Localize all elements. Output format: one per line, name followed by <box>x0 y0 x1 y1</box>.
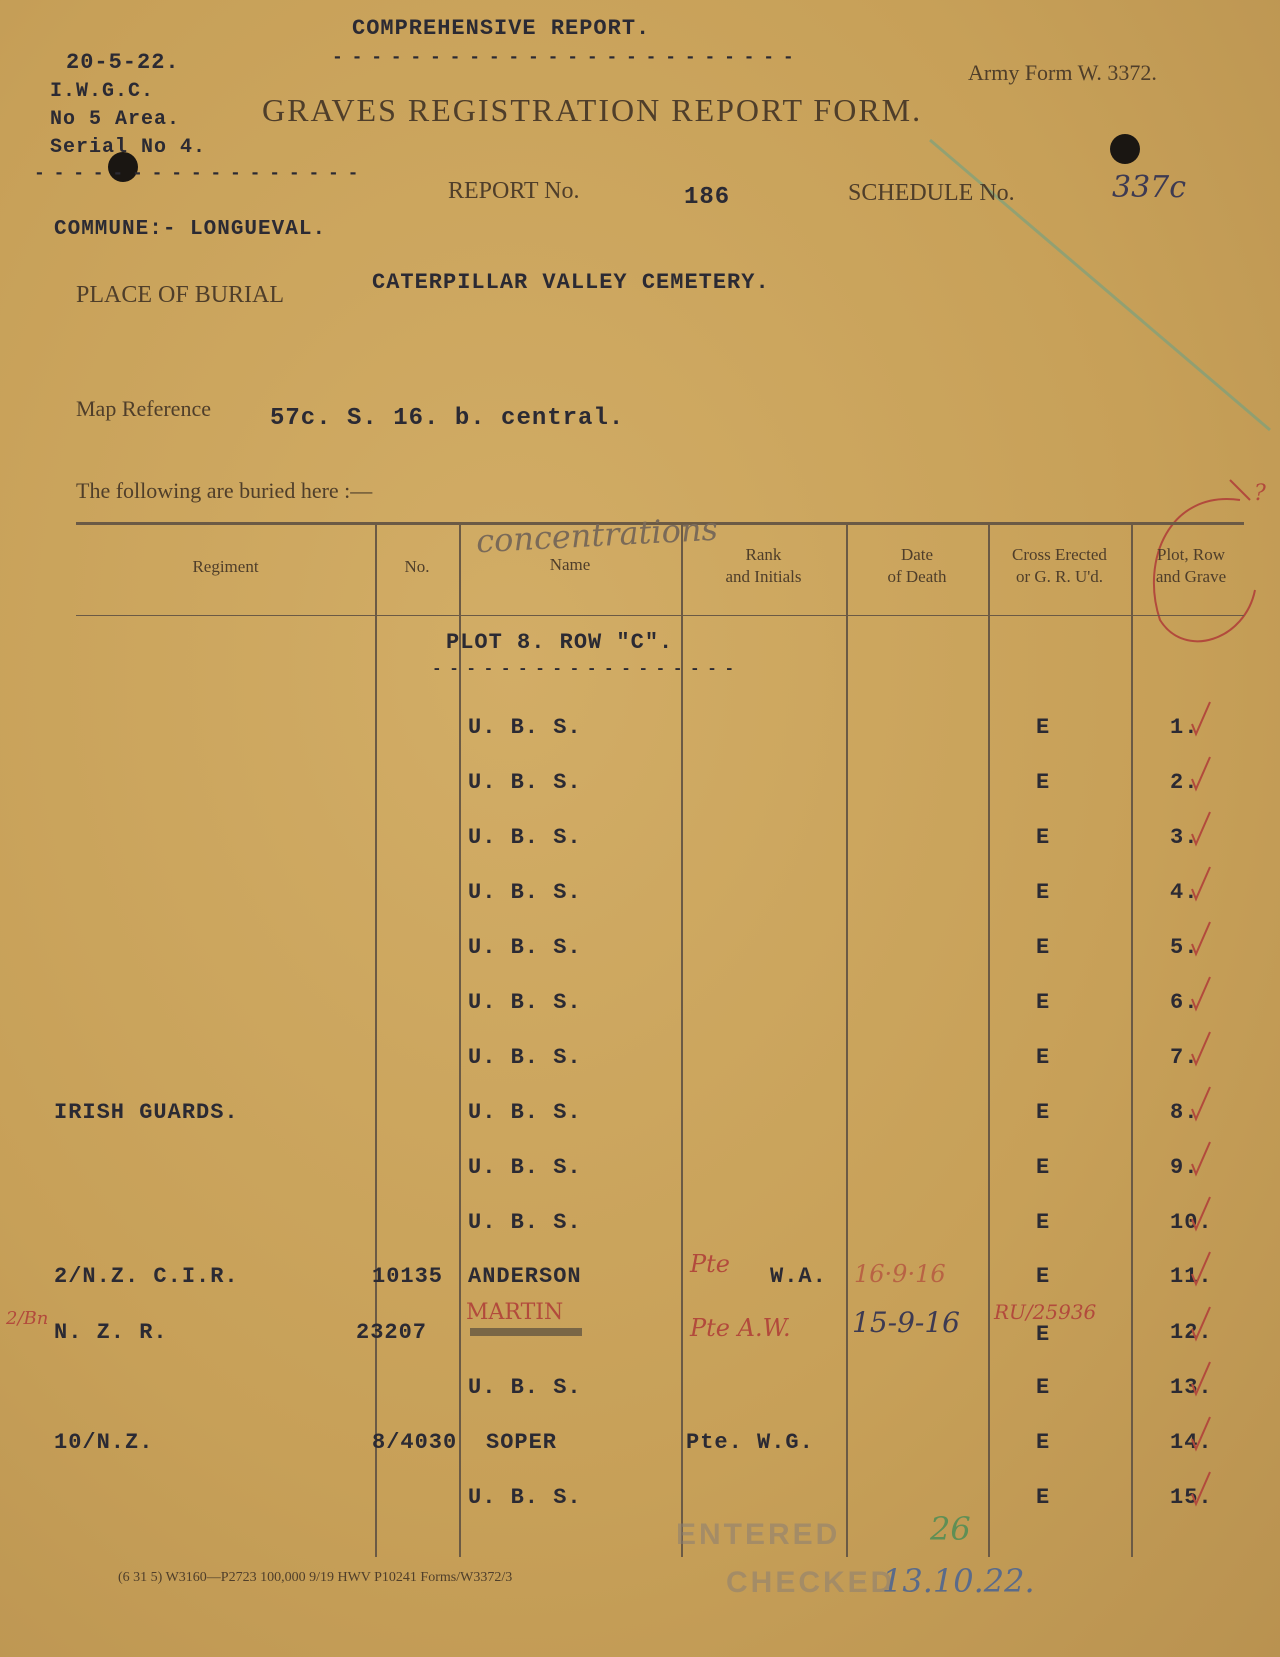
row-cross: E <box>1036 1045 1051 1070</box>
row-rank: W.A. <box>770 1264 827 1289</box>
row-number: 23207 <box>356 1320 428 1345</box>
header-date-2: of Death <box>887 567 947 586</box>
row-rank: Pte. W.G. <box>686 1430 814 1455</box>
col-divider-4 <box>846 522 848 1557</box>
report-number: 186 <box>684 184 731 211</box>
checked-handwritten: 13.10.22. <box>882 1562 1035 1600</box>
row-grave: 2. <box>1170 770 1199 795</box>
row-name: U. B. S. <box>468 935 582 960</box>
schedule-label: SCHEDULE No. <box>848 180 1015 206</box>
header-cross-2: or G. R. U'd. <box>1015 567 1104 586</box>
row-name: U. B. S. <box>468 1155 582 1180</box>
header-cross-1: Cross Erected <box>1012 545 1107 564</box>
row-grave: 9. <box>1170 1155 1199 1180</box>
row-grave: 10. <box>1170 1210 1213 1235</box>
place-of-burial-label: PLACE OF BURIAL <box>76 282 285 308</box>
schedule-number: 337c <box>1112 170 1187 205</box>
row-name: U. B. S. <box>468 1100 582 1125</box>
row-number: 10135 <box>372 1264 444 1289</box>
header-plot-1: Plot, Row <box>1156 545 1226 564</box>
row-grave: 15. <box>1170 1485 1213 1510</box>
header-regiment: Regiment <box>192 557 259 576</box>
comprehensive-underline: - - - - - - - - - - - - - - - - - - - - - - - - <box>332 48 793 68</box>
row-name: U. B. S. <box>468 715 582 740</box>
iwgc-label: I.W.G.C. <box>50 80 155 103</box>
row-12-strikeout <box>466 1318 586 1348</box>
concentrations-note: concentrations <box>475 509 719 561</box>
serial-underline: - - - - - - - - - - - - - - - - - <box>34 164 358 184</box>
header-name: Name <box>549 555 591 574</box>
row-cross: E <box>1036 1264 1051 1289</box>
header-rank-2: and Initials <box>725 567 802 586</box>
row-grave: 13. <box>1170 1375 1213 1400</box>
header-date-1: Date <box>900 545 934 564</box>
row-cross: E <box>1036 715 1051 740</box>
plot-row-heading: PLOT 8. ROW "C". <box>446 630 674 655</box>
row-regiment: N. Z. R. <box>54 1320 168 1345</box>
col-divider-6 <box>1131 522 1133 1557</box>
row-grave: 8. <box>1170 1100 1199 1125</box>
row-cross: E <box>1036 1155 1051 1180</box>
row-name: U. B. S. <box>468 880 582 905</box>
row-name: U. B. S. <box>468 1375 582 1400</box>
row-grave: 6. <box>1170 990 1199 1015</box>
footer-print-code: (6 31 5) W3160—P2723 100,000 9/19 HWV P10241 Forms/W3372/3 <box>118 1570 513 1585</box>
row-cross-handwritten: RU/25936 <box>994 1300 1097 1324</box>
row-cross: E <box>1036 1210 1051 1235</box>
plot-heading-underline: - - - - - - - - - - - - - - - - - - <box>432 660 734 678</box>
army-form-number: Army Form W. 3372. <box>968 60 1157 85</box>
row-name-handwritten: MARTIN <box>466 1300 564 1325</box>
row-cross: E <box>1036 935 1051 960</box>
row-grave: 4. <box>1170 880 1199 905</box>
row-cross: E <box>1036 1322 1051 1347</box>
report-label: REPORT No. <box>448 178 580 204</box>
buried-here-text: The following are buried here :— <box>76 478 373 503</box>
entered-stamp: ENTERED <box>676 1518 841 1551</box>
check-marks <box>1180 700 1240 1520</box>
svg-text:?: ? <box>1254 481 1266 506</box>
col-divider-5 <box>988 522 990 1557</box>
header-plot-2: and Grave <box>1155 567 1227 586</box>
header-rank-1: Rank <box>745 545 782 564</box>
row-name: U. B. S. <box>468 1045 582 1070</box>
row-name: U. B. S. <box>468 1485 582 1510</box>
header-no: No. <box>404 557 430 576</box>
commune-line: COMMUNE:- LONGUEVAL. <box>54 218 327 241</box>
row-number: 8/4030 <box>372 1430 458 1455</box>
row-regiment-prefix: 2/Bn <box>6 1308 49 1329</box>
row-name: U. B. S. <box>468 770 582 795</box>
map-reference-label: Map Reference <box>76 396 211 421</box>
row-grave: 7. <box>1170 1045 1199 1070</box>
row-regiment: 2/N.Z. C.I.R. <box>54 1264 239 1289</box>
entered-handwritten: 26 <box>930 1510 971 1548</box>
row-cross: E <box>1036 1430 1051 1455</box>
row-cross: E <box>1036 1375 1051 1400</box>
map-reference-value: 57c. S. 16. b. central. <box>270 405 625 432</box>
comprehensive-title: COMPREHENSIVE REPORT. <box>352 16 651 41</box>
row-rank-handwritten: Pte <box>690 1250 730 1278</box>
row-grave: 12. <box>1170 1320 1213 1345</box>
row-name: ANDERSON <box>468 1264 582 1289</box>
row-regiment: 10/N.Z. <box>54 1430 154 1455</box>
report-date: 20-5-22. <box>66 50 180 75</box>
row-cross: E <box>1036 825 1051 850</box>
row-date-handwritten: 16·9·16 <box>854 1260 946 1288</box>
checked-stamp: CHECKED <box>726 1566 896 1599</box>
row-grave: 3. <box>1170 825 1199 850</box>
row-grave: 1. <box>1170 715 1199 740</box>
row-grave: 5. <box>1170 935 1199 960</box>
serial-label: Serial No 4. <box>50 136 207 159</box>
header-bottom-rule <box>76 615 1244 616</box>
row-name: SOPER <box>486 1430 558 1455</box>
row-cross: E <box>1036 1485 1051 1510</box>
row-name: U. B. S. <box>468 990 582 1015</box>
row-name: U. B. S. <box>468 825 582 850</box>
row-date-handwritten: 15-9-16 <box>852 1306 960 1339</box>
row-cross: E <box>1036 990 1051 1015</box>
row-cross: E <box>1036 770 1051 795</box>
col-divider-1 <box>375 522 377 1557</box>
form-title: GRAVES REGISTRATION REPORT FORM. <box>262 92 923 128</box>
row-name: U. B. S. <box>468 1210 582 1235</box>
row-cross: E <box>1036 880 1051 905</box>
row-regiment: IRISH GUARDS. <box>54 1100 239 1125</box>
row-grave: 14. <box>1170 1430 1213 1455</box>
row-rank-handwritten: Pte A.W. <box>690 1314 791 1342</box>
area-label: No 5 Area. <box>50 108 181 131</box>
row-grave: 11. <box>1170 1264 1213 1289</box>
row-cross: E <box>1036 1100 1051 1125</box>
place-of-burial-value: CATERPILLAR VALLEY CEMETERY. <box>372 270 770 295</box>
